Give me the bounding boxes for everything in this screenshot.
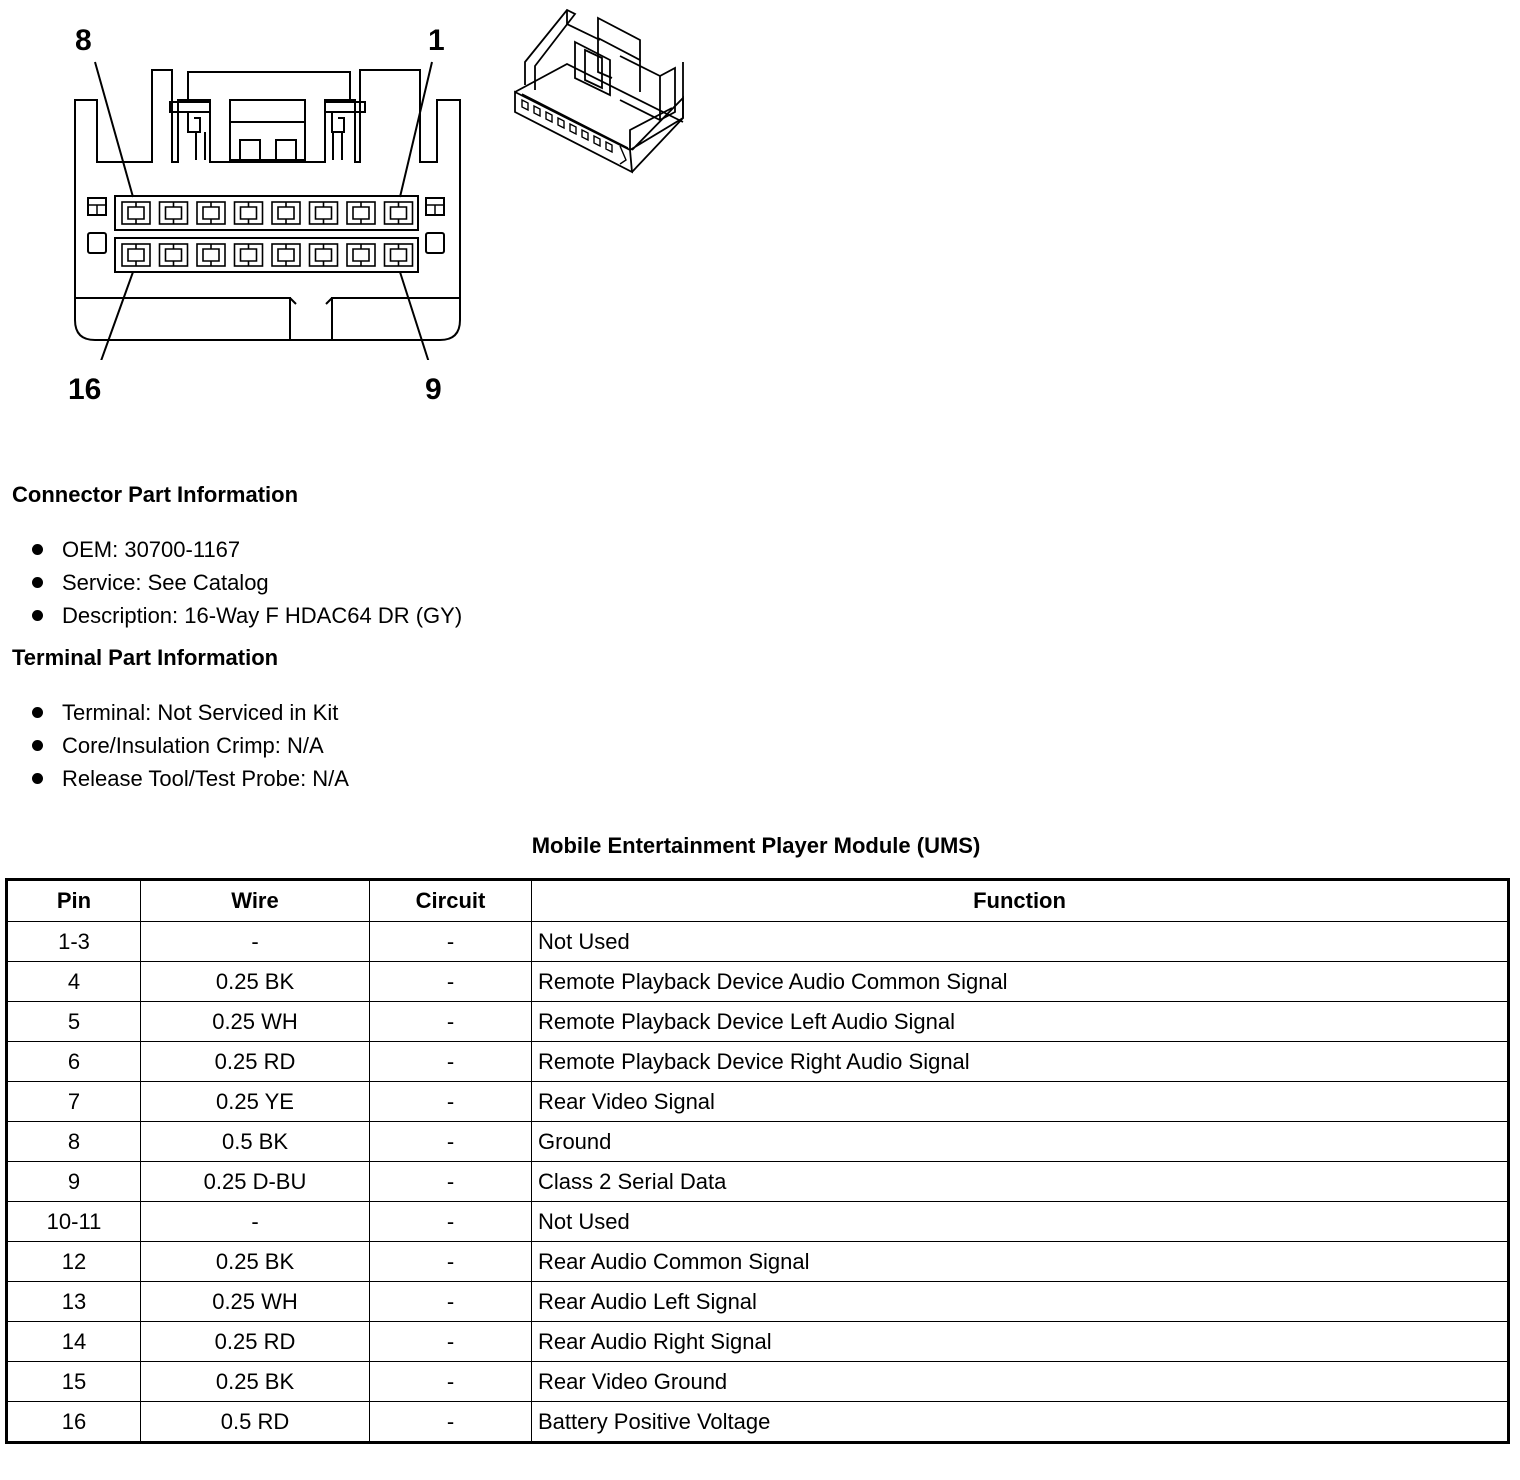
- pin-cell: 6: [7, 1042, 141, 1082]
- pin-cell: 13: [7, 1282, 141, 1322]
- function-cell: Rear Video Signal: [532, 1082, 1509, 1122]
- wire-cell: 0.25 RD: [141, 1322, 370, 1362]
- wire-cell: 0.25 RD: [141, 1042, 370, 1082]
- pin-label-16: 16: [68, 373, 102, 406]
- circuit-cell: -: [370, 1082, 532, 1122]
- function-cell: Remote Playback Device Left Audio Signal: [532, 1002, 1509, 1042]
- pin-cell: 12: [7, 1242, 141, 1282]
- terminal-contact: [316, 202, 332, 224]
- bullet-icon: [32, 610, 43, 621]
- terminal-contact: [391, 202, 407, 224]
- connector-face-diagram: [60, 20, 480, 360]
- circuit-cell: -: [370, 1122, 532, 1162]
- table-row: [7, 1122, 1509, 1162]
- left-clip: [170, 102, 210, 160]
- connector-info-list: [30, 533, 462, 632]
- circuit-cell: -: [370, 1322, 532, 1362]
- list-item: [30, 696, 349, 729]
- list-item: [30, 762, 349, 795]
- table-row: [7, 1202, 1509, 1242]
- function-cell: Rear Video Ground: [532, 1362, 1509, 1402]
- bullet-icon: [32, 773, 43, 784]
- column-header-pin: Pin: [7, 880, 141, 922]
- connector-housing: [75, 70, 460, 340]
- pin-cell: 16: [7, 1402, 141, 1443]
- column-header-wire: Wire: [141, 880, 370, 922]
- function-cell: Not Used: [532, 922, 1509, 962]
- bullet-icon: [32, 544, 43, 555]
- connector-description: Description: 16-Way F HDAC64 DR (GY): [62, 603, 463, 628]
- function-cell: Ground: [532, 1122, 1509, 1162]
- table-row: [7, 1042, 1509, 1082]
- circuit-cell: -: [370, 1202, 532, 1242]
- bullet-icon: [32, 577, 43, 588]
- crimp-item: Core/Insulation Crimp: N/A: [62, 733, 324, 758]
- wire-cell: 0.25 BK: [141, 1362, 370, 1402]
- wire-cell: 0.25 WH: [141, 1002, 370, 1042]
- table-row: [7, 922, 1509, 962]
- top-cavity-row: [115, 196, 418, 230]
- terminal-contact: [166, 244, 182, 266]
- wire-cell: 0.5 RD: [141, 1402, 370, 1443]
- column-header-function: Function: [532, 880, 1509, 922]
- table-row: [7, 962, 1509, 1002]
- wire-cell: 0.25 YE: [141, 1082, 370, 1122]
- terminal-contact: [166, 202, 182, 224]
- terminal-contact: [203, 202, 219, 224]
- terminal-info-heading: Terminal Part Information: [12, 645, 279, 670]
- pin-cell: 10-11: [7, 1202, 141, 1242]
- circuit-cell: -: [370, 1162, 532, 1202]
- circuit-cell: -: [370, 1402, 532, 1443]
- right-key-bottom: [426, 233, 444, 253]
- wire-cell: 0.25 D-BU: [141, 1162, 370, 1202]
- table-row: [7, 1282, 1509, 1322]
- circuit-cell: -: [370, 962, 532, 1002]
- list-item: [30, 533, 462, 566]
- circuit-cell: -: [370, 1002, 532, 1042]
- function-cell: Remote Playback Device Audio Common Signal: [532, 962, 1509, 1002]
- pin-label-8: 8: [75, 24, 92, 57]
- function-cell: Battery Positive Voltage: [532, 1402, 1509, 1443]
- bullet-icon: [32, 707, 43, 718]
- wire-cell: 0.5 BK: [141, 1122, 370, 1162]
- circuit-cell: -: [370, 1042, 532, 1082]
- table-body: [7, 922, 1509, 1443]
- pin-label-9: 9: [425, 373, 442, 406]
- pin-cell: 9: [7, 1162, 141, 1202]
- pin-cell: 5: [7, 1002, 141, 1042]
- table-row: [7, 1242, 1509, 1282]
- terminal-info-list: [30, 696, 349, 795]
- table-row: [7, 1162, 1509, 1202]
- wire-cell: -: [141, 922, 370, 962]
- terminal-contact: [128, 202, 144, 224]
- function-cell: Remote Playback Device Right Audio Signal: [532, 1042, 1509, 1082]
- table-row: [7, 1402, 1509, 1443]
- terminal-item: Terminal: Not Serviced in Kit: [62, 700, 339, 725]
- circuit-cell: -: [370, 1282, 532, 1322]
- release-tool-item: Release Tool/Test Probe: N/A: [62, 766, 349, 791]
- connector-oem: OEM: 30700-1167: [62, 537, 241, 562]
- wire-cell: -: [141, 1202, 370, 1242]
- table-header-row: [7, 880, 1509, 922]
- table-row: [7, 1082, 1509, 1122]
- terminal-contact: [203, 244, 219, 266]
- function-cell: Not Used: [532, 1202, 1509, 1242]
- terminal-contact: [278, 244, 294, 266]
- pin-cell: 8: [7, 1122, 141, 1162]
- wire-cell: 0.25 BK: [141, 1242, 370, 1282]
- function-cell: Rear Audio Common Signal: [532, 1242, 1509, 1282]
- terminal-contact: [278, 202, 294, 224]
- terminal-contact: [241, 202, 257, 224]
- terminal-contact: [316, 244, 332, 266]
- list-item: [30, 566, 462, 599]
- list-item: [30, 599, 462, 632]
- terminal-contact: [353, 202, 369, 224]
- circuit-cell: -: [370, 1242, 532, 1282]
- connector-base-lines: [75, 298, 460, 340]
- pin-leader-lines: [95, 62, 432, 360]
- connector-isometric-view: [505, 0, 695, 180]
- bottom-cavity-row: [115, 238, 418, 272]
- terminal-contact: [128, 244, 144, 266]
- list-item: [30, 729, 349, 762]
- function-cell: Rear Audio Left Signal: [532, 1282, 1509, 1322]
- connector-service: Service: See Catalog: [62, 570, 269, 595]
- table-title: Mobile Entertainment Player Module (UMS): [531, 833, 981, 858]
- terminal-contact: [391, 244, 407, 266]
- function-cell: Rear Audio Right Signal: [532, 1322, 1509, 1362]
- bullet-icon: [32, 740, 43, 751]
- wire-cell: 0.25 WH: [141, 1282, 370, 1322]
- table-row: [7, 1322, 1509, 1362]
- pin-cell: 15: [7, 1362, 141, 1402]
- terminal-contact: [241, 244, 257, 266]
- pinout-table: [5, 878, 1510, 1444]
- table-row: [7, 1002, 1509, 1042]
- pin-label-1: 1: [428, 24, 445, 57]
- left-key-bottom: [88, 233, 106, 253]
- terminal-contact: [353, 244, 369, 266]
- circuit-cell: -: [370, 1362, 532, 1402]
- wire-cell: 0.25 BK: [141, 962, 370, 1002]
- circuit-cell: -: [370, 922, 532, 962]
- pin-cell: 14: [7, 1322, 141, 1362]
- column-header-circuit: Circuit: [370, 880, 532, 922]
- pin-cell: 1-3: [7, 922, 141, 962]
- terminal-cavities: [122, 202, 413, 266]
- table-row: [7, 1362, 1509, 1402]
- function-cell: Class 2 Serial Data: [532, 1162, 1509, 1202]
- pin-cell: 7: [7, 1082, 141, 1122]
- pin-cell: 4: [7, 962, 141, 1002]
- connector-info-heading: Connector Part Information: [12, 482, 299, 507]
